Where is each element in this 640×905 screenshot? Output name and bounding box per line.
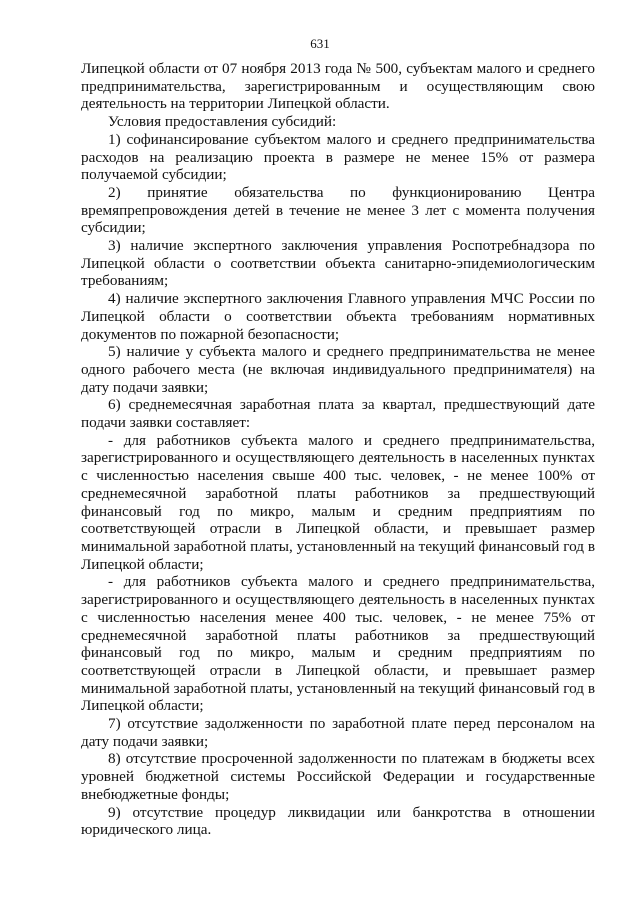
paragraph-condition-6-item-a: - для работников субъекта малого и среднего предпринимательства, зарегистрированного и осуществляющего деятельность в населенных пунктах с численностью населения свыше 400 тыс. человек, - не менее 100% от среднемесячной заработной платы работников за предшествующий финансовый год по микро, малым и средним предприятиям по соответствующей отрасли в Липецкой области, и превышает размер минимальной заработной платы, установленный на текущий финансовый год в Липецкой области; [81, 431, 595, 573]
paragraph-condition-7: 7) отсутствие задолженности по заработной плате перед персоналом на дату подачи заявки; [81, 715, 595, 750]
paragraph-condition-2: 2) принятие обязательства по функционированию Центра времяпрепровождения детей в течение не менее 3 лет с момента получения субсидии; [81, 183, 595, 237]
paragraph-condition-9: 9) отсутствие процедур ликвидации или банкротства в отношении юридического лица. [81, 803, 595, 839]
paragraph-condition-8: 8) отсутствие просроченной задолженности по платежам в бюджеты всех уровней бюджетной системы Российской Федерации и государственные внебюджетные фонды; [81, 750, 595, 803]
document-body [81, 60, 595, 839]
paragraph-conditions-heading: Условия предоставления субсидий: [108, 113, 337, 131]
paragraph-condition-3: 3) наличие экспертного заключения управления Роспотребнадзора по Липецкой области о соответствии объекта санитарно-эпидемиологическим требованиям; [81, 237, 595, 290]
paragraph-condition-6-item-b: - для работников субъекта малого и среднего предпринимательства, зарегистрированного и осуществляющего деятельность в населенных пунктах с численностью населения менее 400 тыс. человек, - не менее 75% от среднемесячной заработной платы работников за предшествующий финансовый год по микро, малым и средним предприятиям по соответствующей отрасли в Липецкой области, и превышает размер минимальной заработной платы, установленный на текущий финансовый год в Липецкой области; [81, 573, 595, 715]
paragraph-condition-5: 5) наличие у субъекта малого и среднего предпринимательства не менее одного рабочего места (не включая индивидуального предпринимателя) на дату подачи заявки; [81, 343, 595, 396]
paragraph-intro-continuation: Липецкой области от 07 ноября 2013 года № 500, субъектам малого и среднего предпринимательства, зарегистрированным и осуществляющим свою деятельность на территории Липецкой области. [81, 60, 595, 113]
paragraph-condition-1: 1) софинансирование субъектом малого и среднего предпринимательства расходов на реализацию проекта в размере не менее 15% от размера получаемой субсидии; [81, 130, 595, 184]
paragraph-condition-6: 6) среднемесячная заработная плата за квартал, предшествующий дате подачи заявки составляет: [81, 396, 595, 432]
paragraph-condition-4: 4) наличие экспертного заключения Главного управления МЧС России по Липецкой области о соответствии объекта требованиям нормативных документов по пожарной безопасности; [81, 290, 595, 343]
page-number: 631 [310, 36, 330, 51]
